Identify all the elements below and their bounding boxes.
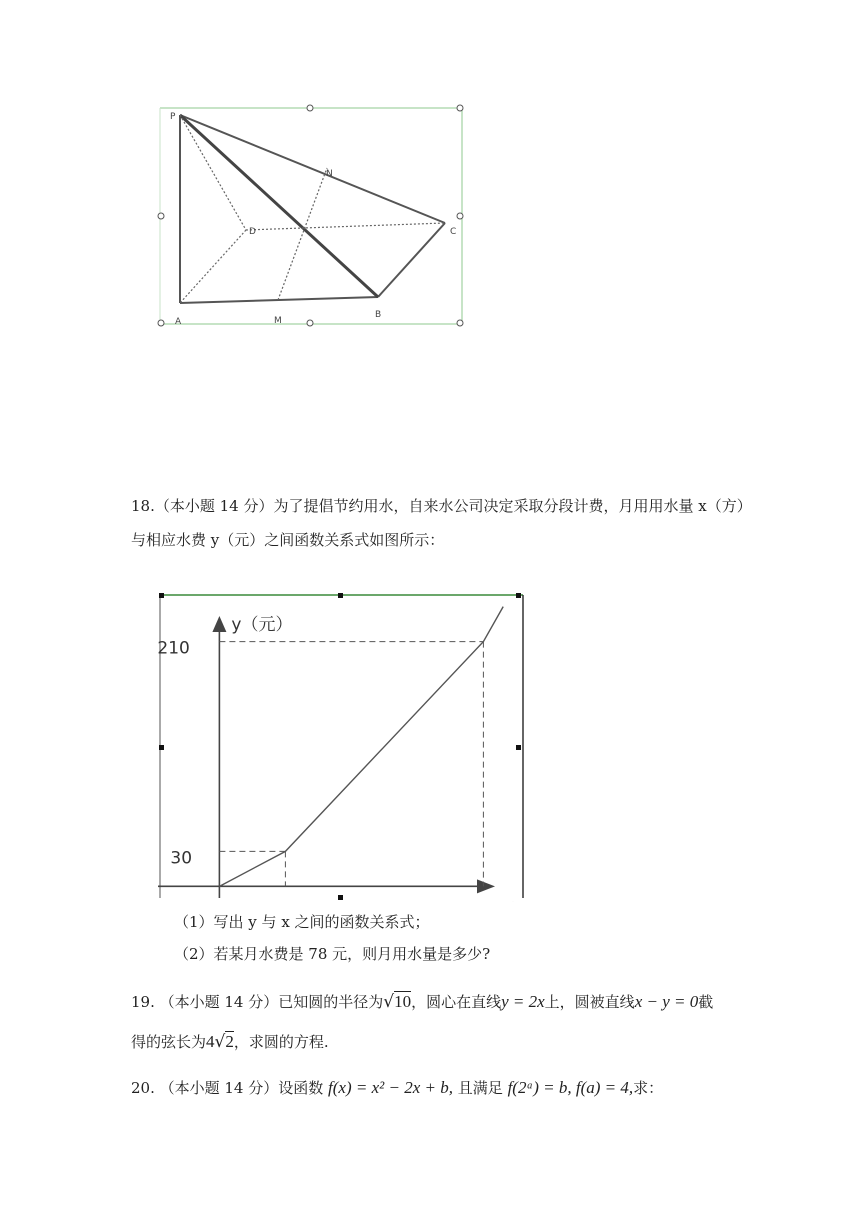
q19-eq1: y = 2x xyxy=(501,992,545,1011)
point-d-label: D xyxy=(249,227,256,237)
q19-eq2: x − y = 0 xyxy=(634,992,699,1011)
x-tick-label-40 xyxy=(472,901,494,902)
q19-line1 xyxy=(131,990,713,1014)
q18-sub2: （2）若某月水费是 78 元，则月用水量是多少? xyxy=(174,945,491,963)
y-tick-label-210: 210 xyxy=(157,638,190,659)
q19-text-b: ，圆心在直线 xyxy=(411,993,502,1011)
point-b-label: B xyxy=(375,310,382,320)
q19-coef: 4 xyxy=(206,1032,215,1051)
origin-label xyxy=(193,901,204,902)
y-tick-label-30: 30 xyxy=(170,848,193,869)
q19-text-d: 截 xyxy=(698,993,714,1011)
point-m-label: M xyxy=(274,316,282,326)
q20-cond: f(2ᵃ) = b, f(a) = 4, xyxy=(507,1078,634,1097)
q19-text-c: 上，圆被直线 xyxy=(544,993,635,1011)
point-a-label: A xyxy=(175,317,182,327)
q19-sqrt2: 2 xyxy=(225,1032,234,1051)
q20-line xyxy=(131,1076,663,1100)
point-p-label: P xyxy=(170,112,176,122)
q20-mid: 且满足 xyxy=(457,1079,503,1097)
q19-text-e: 得的弦长为 xyxy=(131,1033,207,1051)
x-tick-label-10 xyxy=(274,901,296,902)
q19-text-a: 19. （本小题 14 分）已知圆的半径为 xyxy=(131,993,384,1011)
q20-suffix: 求： xyxy=(633,1079,664,1097)
pyramid-figure xyxy=(150,100,475,332)
sqrt-symbol-2: √ xyxy=(214,1032,226,1052)
x-axis-arrow xyxy=(477,879,495,893)
y-axis-label: y（元） xyxy=(231,615,293,635)
sqrt-symbol: √ xyxy=(383,992,395,1012)
q19-line2 xyxy=(131,1030,329,1054)
point-n-label: N xyxy=(326,169,333,179)
y-axis-arrow xyxy=(212,616,226,632)
q19-text-f: ，求圆的方程. xyxy=(233,1033,329,1051)
q19-sqrt10: 10 xyxy=(394,992,412,1011)
q20-formula: f(x) = x² − 2x + b, xyxy=(328,1078,453,1097)
q20-prefix: 20. （本小题 14 分）设函数 xyxy=(131,1079,324,1097)
q18-line2: 与相应水费 y（元）之间函数关系式如图所示： xyxy=(131,531,445,549)
q18-sub1: （1）写出 y 与 x 之间的函数关系式； xyxy=(174,913,430,931)
series-line xyxy=(219,607,503,887)
water-fee-chart xyxy=(155,592,530,902)
q18-line1: 18.（本小题 14 分）为了提倡节约用水，自来水公司决定采取分段计费，月用用水量 x（方） xyxy=(131,497,752,515)
point-c-label: C xyxy=(450,227,457,237)
